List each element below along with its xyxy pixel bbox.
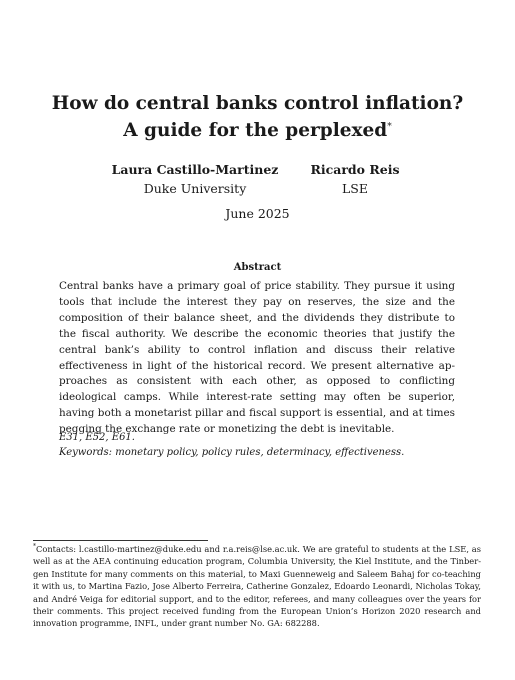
author-2-name: Ricardo Reis (310, 162, 400, 177)
title-line-2 (0, 117, 515, 144)
footnote-divider (33, 540, 208, 541)
author-2-affiliation: LSE (342, 181, 368, 196)
paper-title (0, 90, 515, 144)
publication-date: June 2025 (225, 206, 290, 221)
abstract-text: Central banks have a primary goal of price stability. They pursue it using tools that include the interest they pay on reserves, the size and the composition of their balance sheet, and the dividends they distribute to the fiscal authority. We describe the economic theories that justify the central bank’s ability to control inflation and discuss their relative effectiveness in light of the historical record. We present alternative approaches as consistent with each other, as opposed to conflicting ideological camps. While interest-rate setting may often be superior, having both a monetarist pillar and fiscal support is essential, and at times pegging the exchange rate or monetizing the debt is inevitable. (59, 280, 455, 436)
author-1 (110, 160, 280, 198)
title-footnote-mark: * (387, 121, 392, 132)
author-1-affiliation: Duke University (143, 181, 247, 196)
footnote-text: Contacts: l.castillo-martinez@duke.edu and r.a.reis@lse.ac.uk. We are grateful to students at the LSE, as well as at the AEA continuing education program, Columbia University, the Kiel Institute, and the Tinbergen Institute for many comments on this material, to Maxi Guenneweig and Saleem Bahaj for co-teaching it with us, to Martina Fazio, Jose Alberto Ferreira, Catherine Gonzalez, Edoardo Leonardi, Nicholas Tokay, and André Veiga for editorial support, and to the editor, referees, and many colleagues over the years for their comments. This project received funding from the European Union’s Horizon 2020 research and innovation programme, INFL, under grant number No. GA: 682288. (33, 544, 481, 629)
title-line-1: How do central banks control inflation? (51, 93, 464, 114)
author-2 (290, 160, 420, 198)
footnote-mark: * (33, 543, 36, 551)
author-1-name: Laura Castillo-Martinez (111, 162, 279, 177)
title-line-2-text: A guide for the perplexed (123, 120, 388, 141)
footnote (33, 543, 481, 630)
jel-codes: E31, E52, E61. (59, 432, 135, 443)
keywords: Keywords: monetary policy, policy rules, determinacy, effectiveness. (59, 447, 405, 458)
abstract-heading: Abstract (233, 262, 282, 273)
